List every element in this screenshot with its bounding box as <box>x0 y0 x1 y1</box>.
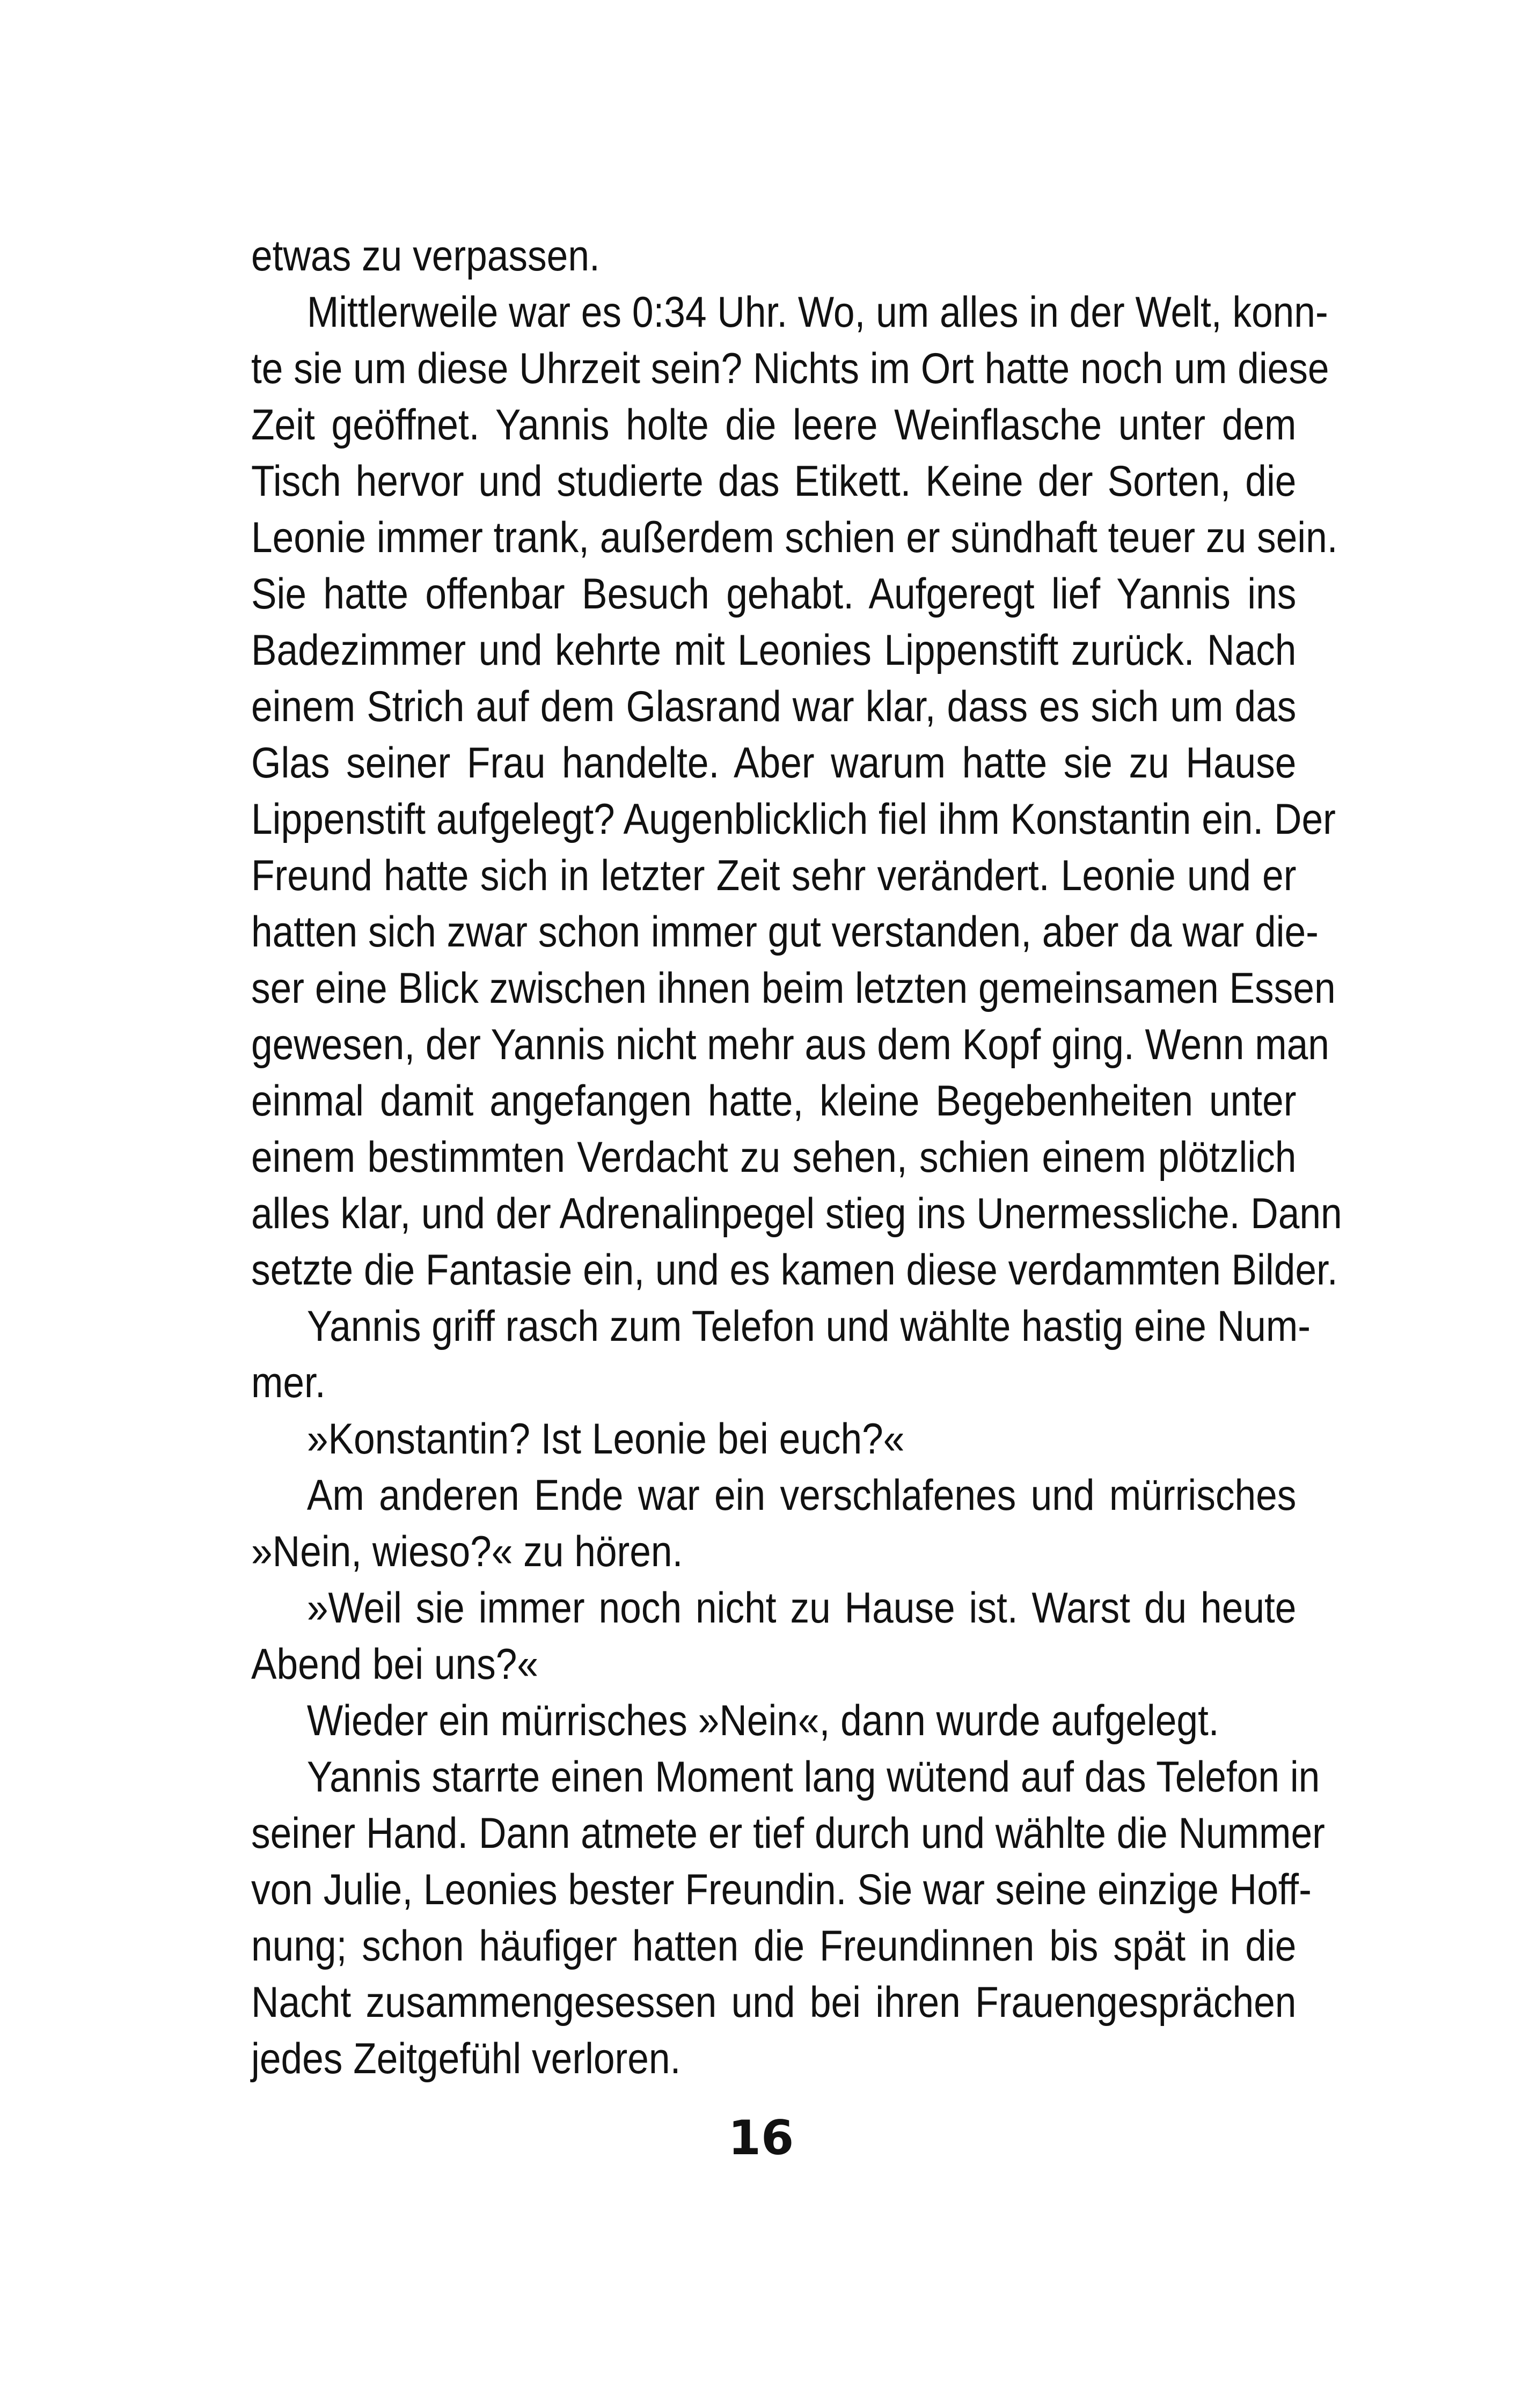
text-line: etwas zu verpassen. <box>251 232 600 280</box>
text-line: »Konstantin? Ist Leonie bei euch?« <box>306 1415 905 1463</box>
text-line: einem Strich auf dem Glasrand war klar, dass es sich um das <box>251 682 1297 731</box>
text-line: te sie um diese Uhrzeit sein? Nichts im Ort hatte noch um diese <box>251 344 1329 393</box>
text-line: mer. <box>251 1359 326 1407</box>
text-line: ser eine Blick zwischen ihnen beim letzten gemeinsamen Essen <box>251 964 1336 1012</box>
text-line: seiner Hand. Dann atmete er tief durch und wählte die Nummer <box>251 1809 1325 1858</box>
text-line: gewesen, der Yannis nicht mehr aus dem Kopf ging. Wenn man <box>251 1021 1329 1069</box>
text-line: Lippenstift aufgelegt? Augenblicklich fiel ihm Konstantin ein. Der <box>251 795 1336 843</box>
text-line: Am anderen Ende war ein verschlafenes und mürrisches <box>306 1471 1297 1519</box>
text-line: einem bestimmten Verdacht zu sehen, schien einem plötzlich <box>251 1133 1297 1181</box>
text-line: Glas seiner Frau handelte. Aber warum hatte sie zu Hause <box>251 739 1297 787</box>
text-line: Yannis griff rasch zum Telefon und wählte hastig eine Num- <box>306 1302 1311 1350</box>
text-line: Mittlerweile war es 0:34 Uhr. Wo, um alles in der Welt, konn- <box>306 288 1328 336</box>
page-number: 16 <box>728 2110 794 2165</box>
text-line: »Nein, wieso?« zu hören. <box>251 1528 683 1576</box>
text-line: nung; schon häufiger hatten die Freundinnen bis spät in die <box>251 1922 1297 1970</box>
text-line: Yannis starrte einen Moment lang wütend auf das Telefon in <box>306 1753 1320 1801</box>
text-line: setzte die Fantasie ein, und es kamen diese verdammten Bilder. <box>251 1246 1338 1294</box>
text-line: jedes Zeitgefühl verloren. <box>251 2035 681 2083</box>
body-text <box>251 228 1342 2087</box>
text-line: alles klar, und der Adrenalinpegel stieg ins Unermessliche. Dann <box>251 1190 1342 1238</box>
text-line: von Julie, Leonies bester Freundin. Sie war seine einzige Hoff- <box>251 1866 1312 1914</box>
text-line: Zeit geöffnet. Yannis holte die leere Weinflasche unter dem <box>251 401 1297 449</box>
text-line: Leonie immer trank, außerdem schien er sündhaft teuer zu sein. <box>251 513 1338 562</box>
text-line: Tisch hervor und studierte das Etikett. Keine der Sorten, die <box>251 457 1297 505</box>
text-line: Sie hatte offenbar Besuch gehabt. Aufgeregt lief Yannis ins <box>251 570 1297 618</box>
text-line: Abend bei uns?« <box>251 1640 539 1688</box>
text-line: hatten sich zwar schon immer gut verstanden, aber da war die- <box>251 908 1319 956</box>
text-line: Nacht zusammengesessen und bei ihren Frauengesprächen <box>251 1978 1297 2027</box>
text-line: Wieder ein mürrisches »Nein«, dann wurde aufgelegt. <box>306 1697 1219 1745</box>
text-line: einmal damit angefangen hatte, kleine Begebenheiten unter <box>251 1077 1297 1125</box>
text-line: »Weil sie immer noch nicht zu Hause ist. Warst du heute <box>306 1584 1297 1632</box>
text-line: Freund hatte sich in letzter Zeit sehr verändert. Leonie und er <box>251 851 1297 900</box>
text-line: Badezimmer und kehrte mit Leonies Lippenstift zurück. Nach <box>251 626 1297 674</box>
